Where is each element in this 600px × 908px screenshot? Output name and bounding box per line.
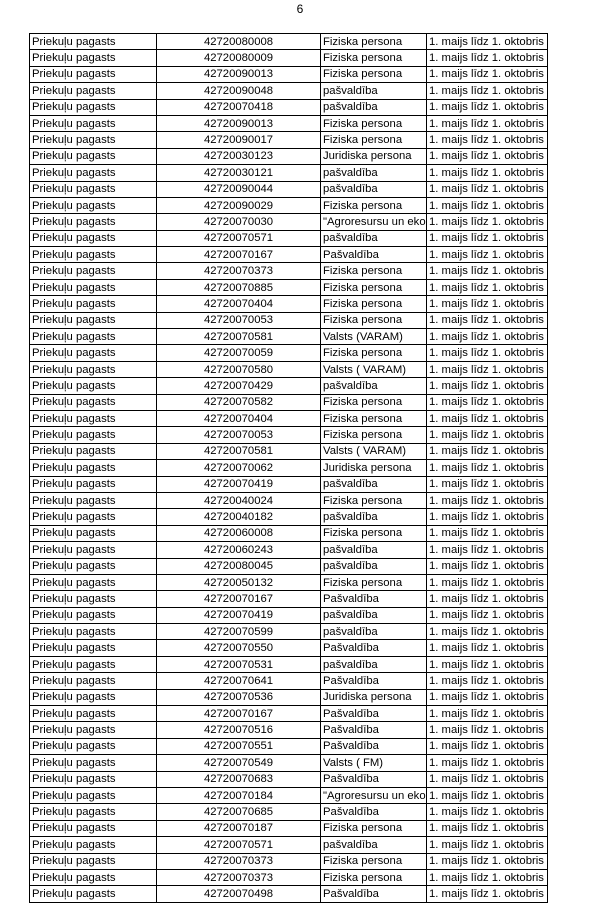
owner-cell: pašvaldība <box>321 181 427 197</box>
parish-cell: Priekuļu pagasts <box>30 640 157 656</box>
table-row <box>30 148 548 164</box>
table-row <box>30 378 548 394</box>
period-cell: 1. maijs līdz 1. oktobris <box>427 312 548 328</box>
cadastral-number-cell: 42720070373 <box>157 869 321 885</box>
cadastral-number-cell: 42720070551 <box>157 738 321 754</box>
cadastral-number-cell: 42720070549 <box>157 755 321 771</box>
owner-cell: Pašvaldība <box>321 771 427 787</box>
parish-cell: Priekuļu pagasts <box>30 197 157 213</box>
parish-cell: Priekuļu pagasts <box>30 115 157 131</box>
period-cell: 1. maijs līdz 1. oktobris <box>427 869 548 885</box>
cadastral-number-cell: 42720070580 <box>157 361 321 377</box>
parish-cell: Priekuļu pagasts <box>30 689 157 705</box>
period-cell: 1. maijs līdz 1. oktobris <box>427 820 548 836</box>
parish-cell: Priekuļu pagasts <box>30 312 157 328</box>
table-row <box>30 509 548 525</box>
table-row <box>30 214 548 230</box>
period-cell: 1. maijs līdz 1. oktobris <box>427 542 548 558</box>
land-parcel-table <box>29 33 548 903</box>
parish-cell: Priekuļu pagasts <box>30 247 157 263</box>
owner-cell: Fiziska persona <box>321 296 427 312</box>
table-row <box>30 820 548 836</box>
table-row <box>30 410 548 426</box>
table-row <box>30 574 548 590</box>
owner-cell: pašvaldība <box>321 99 427 115</box>
period-cell: 1. maijs līdz 1. oktobris <box>427 165 548 181</box>
cadastral-number-cell: 42720070373 <box>157 853 321 869</box>
cadastral-number-cell: 42720070053 <box>157 312 321 328</box>
period-cell: 1. maijs līdz 1. oktobris <box>427 394 548 410</box>
period-cell: 1. maijs līdz 1. oktobris <box>427 410 548 426</box>
owner-cell: Fiziska persona <box>321 525 427 541</box>
table-row <box>30 525 548 541</box>
cadastral-number-cell: 42720070641 <box>157 673 321 689</box>
parish-cell: Priekuļu pagasts <box>30 345 157 361</box>
table-row <box>30 542 548 558</box>
period-cell: 1. maijs līdz 1. oktobris <box>427 378 548 394</box>
period-cell: 1. maijs līdz 1. oktobris <box>427 132 548 148</box>
cadastral-number-cell: 42720070167 <box>157 591 321 607</box>
table-row <box>30 247 548 263</box>
period-cell: 1. maijs līdz 1. oktobris <box>427 83 548 99</box>
period-cell: 1. maijs līdz 1. oktobris <box>427 656 548 672</box>
owner-cell: Fiziska persona <box>321 869 427 885</box>
parish-cell: Priekuļu pagasts <box>30 492 157 508</box>
owner-cell: Fiziska persona <box>321 279 427 295</box>
table-row <box>30 197 548 213</box>
table-row <box>30 460 548 476</box>
table-row <box>30 66 548 82</box>
period-cell: 1. maijs līdz 1. oktobris <box>427 214 548 230</box>
parish-cell: Priekuļu pagasts <box>30 476 157 492</box>
owner-cell: pašvaldība <box>321 476 427 492</box>
table-row <box>30 427 548 443</box>
parish-cell: Priekuļu pagasts <box>30 853 157 869</box>
owner-cell: Juridiska persona <box>321 460 427 476</box>
cadastral-number-cell: 42720060243 <box>157 542 321 558</box>
cadastral-number-cell: 42720070419 <box>157 476 321 492</box>
cadastral-number-cell: 42720070030 <box>157 214 321 230</box>
table-row <box>30 329 548 345</box>
parish-cell: Priekuļu pagasts <box>30 181 157 197</box>
cadastral-number-cell: 42720070582 <box>157 394 321 410</box>
parish-cell: Priekuļu pagasts <box>30 722 157 738</box>
period-cell: 1. maijs līdz 1. oktobris <box>427 558 548 574</box>
table-row <box>30 230 548 246</box>
cadastral-number-cell: 42720070184 <box>157 787 321 803</box>
table-row <box>30 787 548 803</box>
period-cell: 1. maijs līdz 1. oktobris <box>427 66 548 82</box>
cadastral-number-cell: 42720040024 <box>157 492 321 508</box>
owner-cell: Fiziska persona <box>321 853 427 869</box>
period-cell: 1. maijs līdz 1. oktobris <box>427 706 548 722</box>
parish-cell: Priekuļu pagasts <box>30 738 157 754</box>
parish-cell: Priekuļu pagasts <box>30 132 157 148</box>
parish-cell: Priekuļu pagasts <box>30 66 157 82</box>
cadastral-number-cell: 42720060008 <box>157 525 321 541</box>
period-cell: 1. maijs līdz 1. oktobris <box>427 689 548 705</box>
period-cell: 1. maijs līdz 1. oktobris <box>427 673 548 689</box>
parish-cell: Priekuļu pagasts <box>30 509 157 525</box>
period-cell: 1. maijs līdz 1. oktobris <box>427 230 548 246</box>
parish-cell: Priekuļu pagasts <box>30 378 157 394</box>
parish-cell: Priekuļu pagasts <box>30 869 157 885</box>
table-row <box>30 558 548 574</box>
parish-cell: Priekuļu pagasts <box>30 230 157 246</box>
period-cell: 1. maijs līdz 1. oktobris <box>427 115 548 131</box>
period-cell: 1. maijs līdz 1. oktobris <box>427 607 548 623</box>
owner-cell: Valsts ( VARAM) <box>321 361 427 377</box>
table-row <box>30 345 548 361</box>
owner-cell: Fiziska persona <box>321 427 427 443</box>
period-cell: 1. maijs līdz 1. oktobris <box>427 591 548 607</box>
period-cell: 1. maijs līdz 1. oktobris <box>427 279 548 295</box>
period-cell: 1. maijs līdz 1. oktobris <box>427 361 548 377</box>
period-cell: 1. maijs līdz 1. oktobris <box>427 804 548 820</box>
parish-cell: Priekuļu pagasts <box>30 427 157 443</box>
parish-cell: Priekuļu pagasts <box>30 624 157 640</box>
owner-cell: Pašvaldība <box>321 886 427 902</box>
parish-cell: Priekuļu pagasts <box>30 214 157 230</box>
owner-cell: pašvaldība <box>321 624 427 640</box>
cadastral-number-cell: 42720030121 <box>157 165 321 181</box>
cadastral-number-cell: 42720070550 <box>157 640 321 656</box>
cadastral-number-cell: 42720090048 <box>157 83 321 99</box>
owner-cell: Fiziska persona <box>321 132 427 148</box>
parish-cell: Priekuļu pagasts <box>30 673 157 689</box>
period-cell: 1. maijs līdz 1. oktobris <box>427 722 548 738</box>
parish-cell: Priekuļu pagasts <box>30 558 157 574</box>
period-cell: 1. maijs līdz 1. oktobris <box>427 492 548 508</box>
cadastral-number-cell: 42720070404 <box>157 296 321 312</box>
parish-cell: Priekuļu pagasts <box>30 755 157 771</box>
cadastral-number-cell: 42720090013 <box>157 115 321 131</box>
owner-cell: Fiziska persona <box>321 345 427 361</box>
cadastral-number-cell: 42720070536 <box>157 689 321 705</box>
table-row <box>30 624 548 640</box>
cadastral-number-cell: 42720070429 <box>157 378 321 394</box>
parish-cell: Priekuļu pagasts <box>30 771 157 787</box>
table-row <box>30 394 548 410</box>
owner-cell: pašvaldība <box>321 83 427 99</box>
table-row <box>30 50 548 66</box>
table-row <box>30 853 548 869</box>
table-row <box>30 361 548 377</box>
owner-cell: "Agroresursu un eko <box>321 214 427 230</box>
cadastral-number-cell: 42720070516 <box>157 722 321 738</box>
parish-cell: Priekuļu pagasts <box>30 34 157 50</box>
table-row <box>30 591 548 607</box>
table-row <box>30 132 548 148</box>
owner-cell: Pašvaldība <box>321 804 427 820</box>
owner-cell: Fiziska persona <box>321 263 427 279</box>
parish-cell: Priekuļu pagasts <box>30 329 157 345</box>
parish-cell: Priekuļu pagasts <box>30 656 157 672</box>
cadastral-number-cell: 42720090029 <box>157 197 321 213</box>
owner-cell: Pašvaldība <box>321 722 427 738</box>
cadastral-number-cell: 42720070581 <box>157 329 321 345</box>
cadastral-number-cell: 42720070599 <box>157 624 321 640</box>
table-row <box>30 34 548 50</box>
cadastral-number-cell: 42720070683 <box>157 771 321 787</box>
period-cell: 1. maijs līdz 1. oktobris <box>427 509 548 525</box>
owner-cell: Juridiska persona <box>321 689 427 705</box>
owner-cell: pašvaldība <box>321 165 427 181</box>
owner-cell: Pašvaldība <box>321 591 427 607</box>
period-cell: 1. maijs līdz 1. oktobris <box>427 525 548 541</box>
cadastral-number-cell: 42720070373 <box>157 263 321 279</box>
table-row <box>30 738 548 754</box>
table-row <box>30 656 548 672</box>
parish-cell: Priekuļu pagasts <box>30 361 157 377</box>
parish-cell: Priekuļu pagasts <box>30 263 157 279</box>
owner-cell: Pašvaldība <box>321 738 427 754</box>
parish-cell: Priekuļu pagasts <box>30 83 157 99</box>
owner-cell: Juridiska persona <box>321 148 427 164</box>
owner-cell: Valsts ( FM) <box>321 755 427 771</box>
period-cell: 1. maijs līdz 1. oktobris <box>427 574 548 590</box>
owner-cell: Fiziska persona <box>321 410 427 426</box>
cadastral-number-cell: 42720070404 <box>157 410 321 426</box>
owner-cell: Fiziska persona <box>321 66 427 82</box>
parish-cell: Priekuļu pagasts <box>30 886 157 902</box>
owner-cell: Fiziska persona <box>321 574 427 590</box>
cadastral-number-cell: 42720070571 <box>157 230 321 246</box>
period-cell: 1. maijs līdz 1. oktobris <box>427 427 548 443</box>
parish-cell: Priekuļu pagasts <box>30 279 157 295</box>
parish-cell: Priekuļu pagasts <box>30 820 157 836</box>
owner-cell: Pašvaldība <box>321 706 427 722</box>
page-number: 6 <box>296 2 304 16</box>
table-row <box>30 312 548 328</box>
cadastral-number-cell: 42720070187 <box>157 820 321 836</box>
owner-cell: Valsts (VARAM) <box>321 329 427 345</box>
owner-cell: pašvaldība <box>321 378 427 394</box>
table-row <box>30 673 548 689</box>
cadastral-number-cell: 42720070685 <box>157 804 321 820</box>
period-cell: 1. maijs līdz 1. oktobris <box>427 738 548 754</box>
table-row <box>30 607 548 623</box>
period-cell: 1. maijs līdz 1. oktobris <box>427 181 548 197</box>
table-row <box>30 99 548 115</box>
table-body <box>30 34 548 903</box>
cadastral-number-cell: 42720090013 <box>157 66 321 82</box>
parish-cell: Priekuļu pagasts <box>30 296 157 312</box>
owner-cell: pašvaldība <box>321 542 427 558</box>
table-row <box>30 165 548 181</box>
cadastral-number-cell: 42720070167 <box>157 706 321 722</box>
table-row <box>30 83 548 99</box>
parish-cell: Priekuļu pagasts <box>30 706 157 722</box>
period-cell: 1. maijs līdz 1. oktobris <box>427 853 548 869</box>
owner-cell: Fiziska persona <box>321 312 427 328</box>
parish-cell: Priekuļu pagasts <box>30 394 157 410</box>
period-cell: 1. maijs līdz 1. oktobris <box>427 99 548 115</box>
table-row <box>30 296 548 312</box>
cadastral-number-cell: 42720070053 <box>157 427 321 443</box>
table-row <box>30 869 548 885</box>
period-cell: 1. maijs līdz 1. oktobris <box>427 296 548 312</box>
period-cell: 1. maijs līdz 1. oktobris <box>427 460 548 476</box>
owner-cell: Pašvaldība <box>321 673 427 689</box>
table-row <box>30 771 548 787</box>
period-cell: 1. maijs līdz 1. oktobris <box>427 247 548 263</box>
parish-cell: Priekuļu pagasts <box>30 525 157 541</box>
period-cell: 1. maijs līdz 1. oktobris <box>427 345 548 361</box>
parish-cell: Priekuļu pagasts <box>30 410 157 426</box>
period-cell: 1. maijs līdz 1. oktobris <box>427 755 548 771</box>
cadastral-number-cell: 42720070571 <box>157 837 321 853</box>
parish-cell: Priekuļu pagasts <box>30 804 157 820</box>
table-row <box>30 886 548 902</box>
period-cell: 1. maijs līdz 1. oktobris <box>427 837 548 853</box>
table-row <box>30 755 548 771</box>
cadastral-number-cell: 42720070167 <box>157 247 321 263</box>
parish-cell: Priekuļu pagasts <box>30 542 157 558</box>
owner-cell: Fiziska persona <box>321 50 427 66</box>
period-cell: 1. maijs līdz 1. oktobris <box>427 624 548 640</box>
table-row <box>30 492 548 508</box>
cadastral-number-cell: 42720040182 <box>157 509 321 525</box>
table-row <box>30 706 548 722</box>
parish-cell: Priekuļu pagasts <box>30 574 157 590</box>
cadastral-number-cell: 42720070419 <box>157 607 321 623</box>
parish-cell: Priekuļu pagasts <box>30 148 157 164</box>
period-cell: 1. maijs līdz 1. oktobris <box>427 148 548 164</box>
cadastral-number-cell: 42720050132 <box>157 574 321 590</box>
cadastral-number-cell: 42720030123 <box>157 148 321 164</box>
period-cell: 1. maijs līdz 1. oktobris <box>427 640 548 656</box>
period-cell: 1. maijs līdz 1. oktobris <box>427 263 548 279</box>
parish-cell: Priekuļu pagasts <box>30 837 157 853</box>
cadastral-number-cell: 42720080045 <box>157 558 321 574</box>
owner-cell: Fiziska persona <box>321 394 427 410</box>
table-row <box>30 640 548 656</box>
table-row <box>30 181 548 197</box>
owner-cell: Fiziska persona <box>321 34 427 50</box>
cadastral-number-cell: 42720070062 <box>157 460 321 476</box>
owner-cell: Pašvaldība <box>321 247 427 263</box>
parish-cell: Priekuļu pagasts <box>30 591 157 607</box>
period-cell: 1. maijs līdz 1. oktobris <box>427 771 548 787</box>
period-cell: 1. maijs līdz 1. oktobris <box>427 443 548 459</box>
period-cell: 1. maijs līdz 1. oktobris <box>427 886 548 902</box>
table-row <box>30 443 548 459</box>
owner-cell: "Agroresursu un eko <box>321 787 427 803</box>
table-row <box>30 279 548 295</box>
owner-cell: pašvaldība <box>321 230 427 246</box>
table-row <box>30 722 548 738</box>
table-row <box>30 115 548 131</box>
owner-cell: Fiziska persona <box>321 492 427 508</box>
cadastral-number-cell: 42720070885 <box>157 279 321 295</box>
owner-cell: Valsts ( VARAM) <box>321 443 427 459</box>
parish-cell: Priekuļu pagasts <box>30 607 157 623</box>
parish-cell: Priekuļu pagasts <box>30 787 157 803</box>
table-row <box>30 263 548 279</box>
cadastral-number-cell: 42720070059 <box>157 345 321 361</box>
table-row <box>30 476 548 492</box>
cadastral-number-cell: 42720070498 <box>157 886 321 902</box>
owner-cell: pašvaldība <box>321 656 427 672</box>
owner-cell: pašvaldība <box>321 558 427 574</box>
parish-cell: Priekuļu pagasts <box>30 460 157 476</box>
table-row <box>30 837 548 853</box>
owner-cell: pašvaldība <box>321 509 427 525</box>
cadastral-number-cell: 42720070581 <box>157 443 321 459</box>
cadastral-number-cell: 42720090017 <box>157 132 321 148</box>
cadastral-number-cell: 42720080009 <box>157 50 321 66</box>
parish-cell: Priekuļu pagasts <box>30 443 157 459</box>
period-cell: 1. maijs līdz 1. oktobris <box>427 787 548 803</box>
parish-cell: Priekuļu pagasts <box>30 50 157 66</box>
owner-cell: pašvaldība <box>321 837 427 853</box>
period-cell: 1. maijs līdz 1. oktobris <box>427 34 548 50</box>
owner-cell: Fiziska persona <box>321 197 427 213</box>
period-cell: 1. maijs līdz 1. oktobris <box>427 476 548 492</box>
owner-cell: Fiziska persona <box>321 820 427 836</box>
period-cell: 1. maijs līdz 1. oktobris <box>427 50 548 66</box>
cadastral-number-cell: 42720070418 <box>157 99 321 115</box>
table-row <box>30 689 548 705</box>
period-cell: 1. maijs līdz 1. oktobris <box>427 197 548 213</box>
period-cell: 1. maijs līdz 1. oktobris <box>427 329 548 345</box>
table-row <box>30 804 548 820</box>
parish-cell: Priekuļu pagasts <box>30 99 157 115</box>
parish-cell: Priekuļu pagasts <box>30 165 157 181</box>
cadastral-number-cell: 42720090044 <box>157 181 321 197</box>
owner-cell: pašvaldība <box>321 607 427 623</box>
owner-cell: Pašvaldība <box>321 640 427 656</box>
cadastral-number-cell: 42720070531 <box>157 656 321 672</box>
owner-cell: Fiziska persona <box>321 115 427 131</box>
cadastral-number-cell: 42720080008 <box>157 34 321 50</box>
